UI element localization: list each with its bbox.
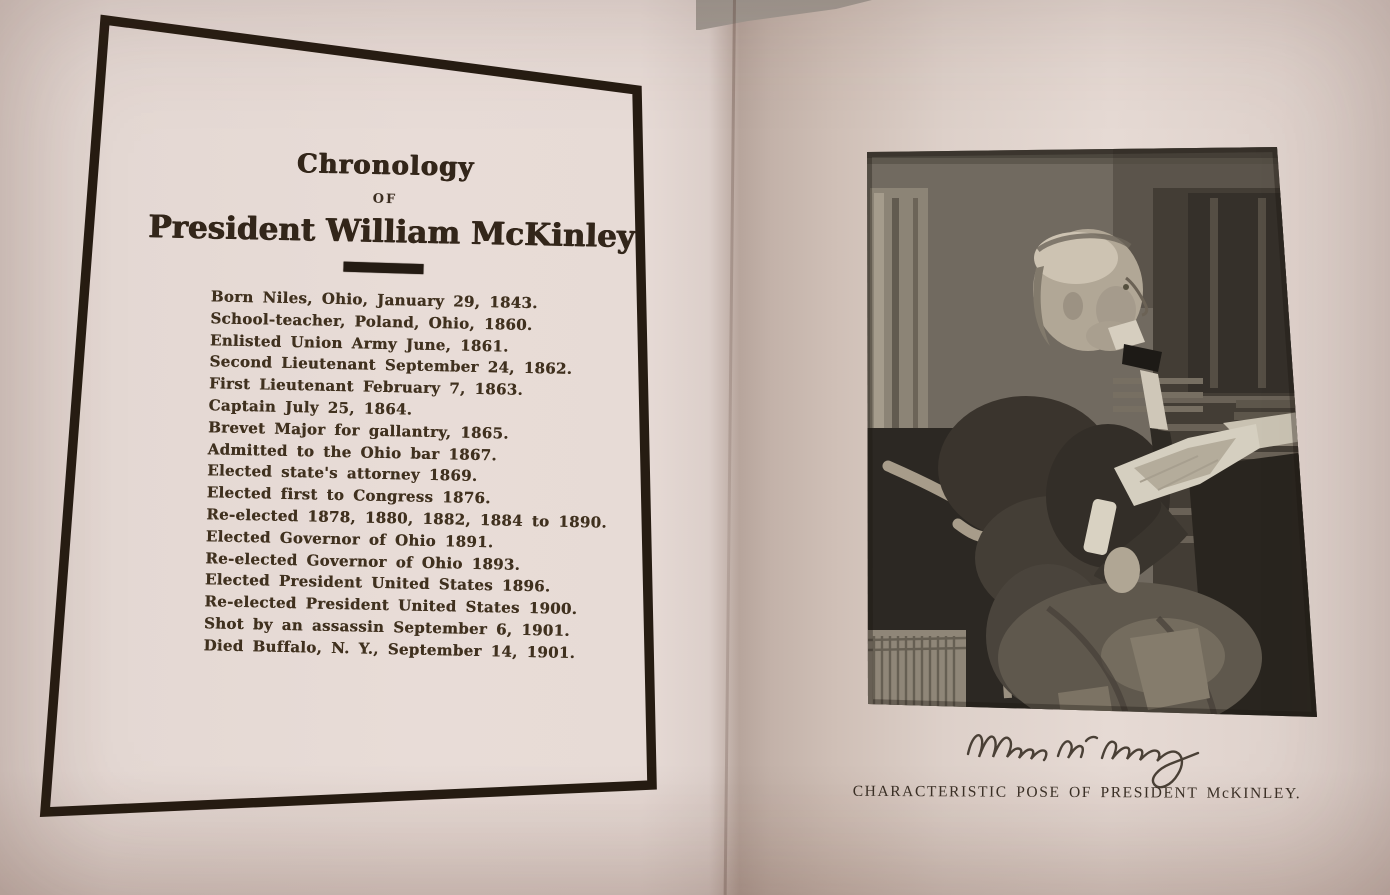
chronology-entry: First Lieutenant February 7, 1863. [208,374,524,400]
chronology-page [139,146,636,665]
page-title: Chronology [296,149,475,183]
chronology-entry: Elected state's attorney 1869. [207,461,478,486]
chronology-entry: Elected President United States 1896. [204,570,551,596]
chronology-entry: Captain July 25, 1864. [208,396,413,419]
chronology-entry: Born Niles, Ohio, January 29, 1843. [210,287,538,313]
chronology-entry: Second Lieutenant September 24, 1862. [209,352,573,379]
subject-title: President William McKinley [147,208,636,256]
chronology-entry: Brevet Major for gallantry, 1865. [207,418,509,443]
chronology-entry: Admitted to the Ohio bar 1867. [207,439,498,464]
mckinley-photo [858,138,1320,722]
chronology-entry: Re-elected Governor of Ohio 1893. [205,548,521,574]
chronology-entry: School-teacher, Poland, Ohio, 1860. [210,309,533,334]
chronology-entry: Enlisted Union Army June, 1861. [209,330,509,356]
chronology-entry: Shot by an assassin September 6, 1901. [203,614,570,640]
chronology-entry: Re-elected 1878, 1880, 1882, 1884 to 1890. [206,505,608,532]
mckinley-photo-illustration [858,138,1320,722]
chronology-entry: Re-elected President United States 1900. [204,592,578,619]
title-of-label: OF [372,191,398,208]
title-divider-rule [343,262,423,275]
chronology-entry: Elected Governor of Ohio 1891. [205,527,494,552]
chronology-list [139,285,619,665]
photo-caption: CHARACTERISTIC POSE OF PRESIDENT McKINLEY. [852,782,1302,803]
chronology-entry: Elected first to Congress 1876. [206,483,491,508]
chronology-entry: Died Buffalo, N. Y., September 14, 1901. [203,635,576,662]
